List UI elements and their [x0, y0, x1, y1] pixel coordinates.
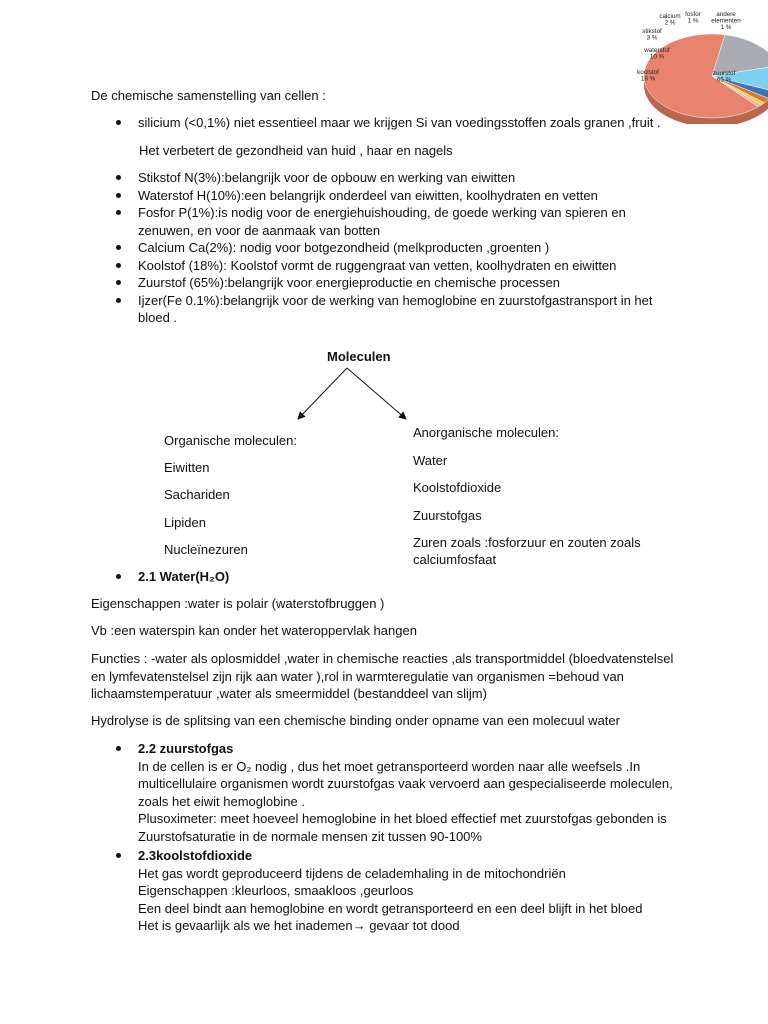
- organic-molecule: Eiwitten: [164, 460, 210, 475]
- koolstofdioxide-heading: 2.3koolstofdioxide: [138, 848, 253, 863]
- zuurstof-line: Plusoximeter: meet hoeveel hemoglobine in het bloed effectief met zuurstofgas gebonden is: [138, 811, 667, 826]
- silicium-note: Het verbetert de gezondheid van huid , haar en nagels: [139, 143, 453, 158]
- water-heading: 2.1 Water(H₂O): [115, 568, 675, 586]
- pie-label-calcium: calcium 2 %: [659, 13, 681, 27]
- pie-label-fosfor: fosfor 1 %: [685, 11, 701, 25]
- zuurstof-line: zoals het eiwit hemoglobine .: [138, 793, 305, 809]
- element-item: Fosfor P(1%):is nodig voor de energiehuishouding, de goede werking van spieren en zenuwen, en voor de aanmaak van botten: [115, 204, 660, 239]
- elements-list: [115, 169, 660, 327]
- zuurstof-heading: 2.2 zuurstofgas: [138, 741, 234, 756]
- diagram-title: Moleculen: [327, 349, 391, 364]
- organic-molecule: Sachariden: [164, 487, 230, 503]
- arrow-to-organic: [298, 368, 347, 419]
- element-composition-pie-chart: [618, 2, 768, 124]
- element-item: Ijzer(Fe 0.1%):belangrijk voor de werking van hemoglobine en zuurstofgastransport in het bloed .: [115, 292, 660, 327]
- inorganic-molecule: Water: [413, 453, 448, 468]
- koolstofdioxide-item: [115, 847, 675, 935]
- koolstofdioxide-line: Eigenschappen :kleurloos, smaakloos ,geurloos: [138, 883, 414, 898]
- element-item: Calcium Ca(2%): nodig voor botgezondheid (melkproducten ,groenten ): [115, 239, 660, 257]
- organic-molecule: Lipiden: [164, 514, 206, 530]
- arrow-to-inorganic: [347, 368, 406, 419]
- water-hydrolyse: Hydrolyse is de splitsing van een chemische binding onder opname van een molecuul water: [91, 713, 620, 728]
- page-heading: De chemische samenstelling van cellen :: [91, 88, 326, 103]
- inorganic-molecule: Zuurstofgas: [413, 507, 482, 523]
- koolstofdioxide-line: Het gas wordt geproduceerd tijdens de celademhaling in de mitochondriën: [138, 865, 566, 881]
- water-heading-list: [115, 568, 675, 586]
- zuurstof-line: Zuurstofsaturatie in de normale mensen zit tussen 90-100%: [138, 828, 482, 844]
- zuurstof-section: [115, 740, 675, 845]
- zuurstof-lines: [138, 758, 675, 846]
- organic-molecule: Nucleïnezuren: [164, 541, 248, 557]
- pie-label-waterstof: waterstof 10 %: [644, 47, 670, 61]
- element-item: Stikstof N(3%):belangrijk voor de opbouw en werking van eiwitten: [115, 169, 660, 187]
- koolstofdioxide-section: [115, 847, 675, 935]
- zuurstof-line: In de cellen is er O₂ nodig , dus het moet getransporteerd worden naar alle weefsels .In: [138, 758, 641, 774]
- diagram-arrows: [290, 366, 415, 426]
- pie-label-stikstof: stikstof 3 %: [642, 28, 662, 42]
- pie-label-koolstof: koolstof 18 %: [637, 69, 659, 83]
- water-eigenschappen: Eigenschappen :water is polair (waterstofbruggen ): [91, 596, 385, 611]
- pie-label-andere-elementen: andere elementen 1 %: [711, 11, 741, 31]
- water-functies: Functies : -water als oplosmiddel ,water in chemische reacties ,als transportmiddel (bloedvatenstelsel en lymfevatenstelsel zijn rijk aan water ),rol in warmteregulatie van organismen =behoud van lichaamstemperatuur ,water als smeermiddel (bestanddeel van slijm): [91, 651, 674, 701]
- silicium-item: silicium (<0,1%) niet essentieel maar we krijgen Si van voedingsstoffen zoals granen ,fruit .: [115, 114, 675, 132]
- pie-label-zuurstof: zuurstof 65 %: [712, 70, 736, 84]
- organic-title: Organische moleculen:: [164, 433, 297, 448]
- water-voorbeeld: Vb :een waterspin kan onder het wateroppervlak hangen: [91, 623, 417, 638]
- koolstofdioxide-lines: [138, 865, 675, 935]
- koolstofdioxide-line: Het is gevaarlijk als we het inademen→ gevaar tot dood: [138, 918, 460, 933]
- element-item: Waterstof H(10%):een belangrijk onderdeel van eiwitten, koolhydraten en vetten: [115, 187, 660, 205]
- inorganic-molecule: Koolstofdioxide: [413, 480, 502, 496]
- element-item: Zuurstof (65%):belangrijk voor energieproductie en chemische processen: [115, 274, 660, 292]
- koolstofdioxide-line: Een deel bindt aan hemoglobine en wordt getransporteerd en een deel blijft in het bloed: [138, 900, 643, 916]
- silicium-list: [115, 114, 675, 132]
- element-item: Koolstof (18%): Koolstof vormt de ruggengraat van vetten, koolhydraten en eiwitten: [115, 257, 660, 275]
- inorganic-molecule: Zuren zoals :fosforzuur en zouten zoals calciumfosfaat: [413, 534, 641, 568]
- zuurstof-item: [115, 740, 675, 845]
- zuurstof-line: multicellulaire organismen wordt zuurstofgas vaak vervoerd aan gespecialiseerde moleculen,: [138, 776, 673, 791]
- inorganic-title: Anorganische moleculen:: [413, 425, 559, 440]
